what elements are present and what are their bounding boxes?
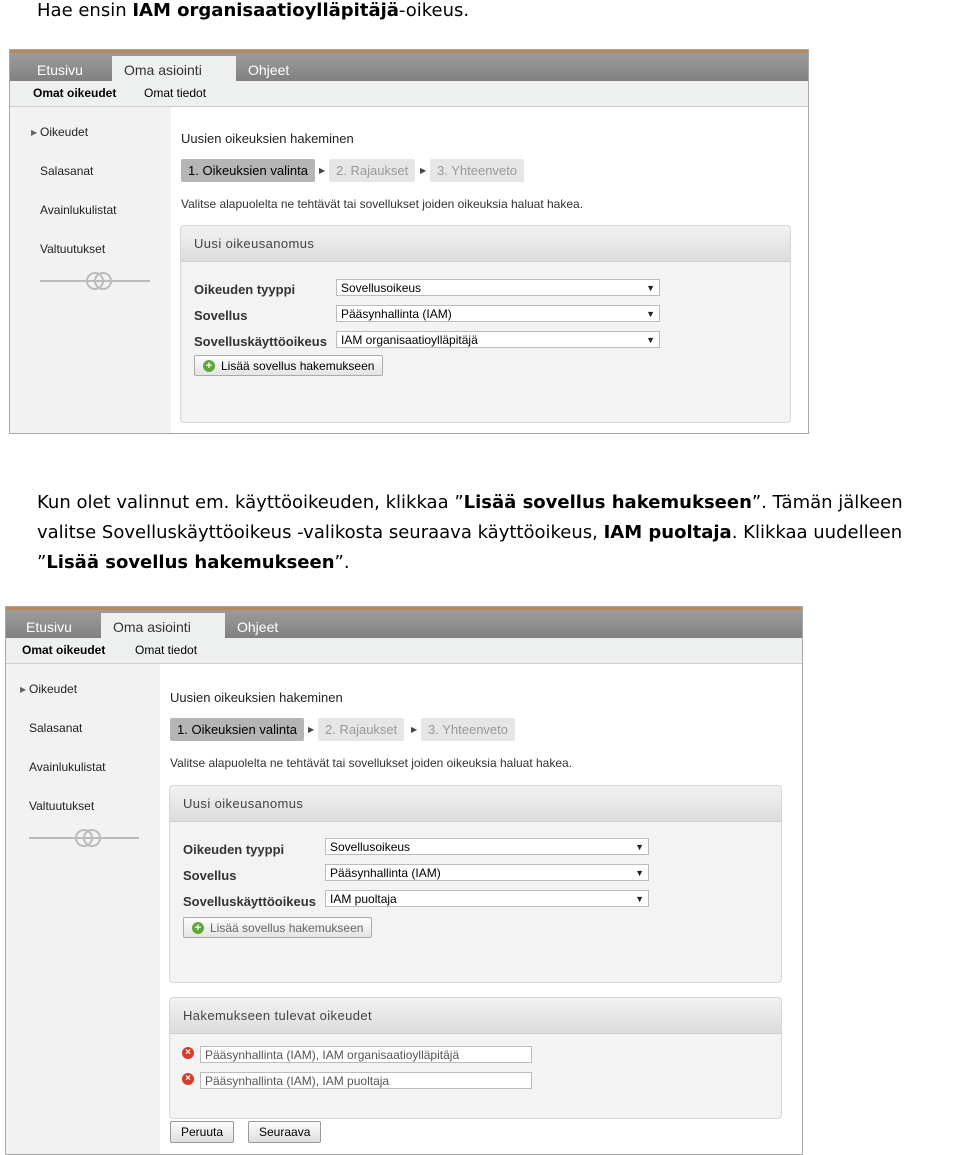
triangle-right-icon: ▶ — [411, 725, 418, 734]
step-1: 1. Oikeuksien valinta — [170, 718, 304, 741]
step-2: 2. Rajaukset — [318, 718, 404, 741]
select-sovellus[interactable] — [325, 864, 649, 881]
select-value: Sovellusoikeus — [330, 840, 411, 854]
step-3: 3. Yhteenveto — [421, 718, 515, 741]
select-oikeuden-tyyppi[interactable] — [325, 838, 649, 855]
sidebar-item-salasanat[interactable]: Salasanat — [29, 721, 83, 735]
triangle-right-icon: ▶ — [308, 725, 315, 734]
add-application-button[interactable] — [194, 355, 383, 376]
triangle-right-icon: ▶ — [420, 166, 427, 175]
step-3: 3. Yhteenveto — [430, 159, 524, 182]
subtab-omat-oikeudet[interactable]: Omat oikeudet — [33, 86, 117, 100]
select-sovelluskayttooikeus[interactable] — [325, 890, 649, 907]
results-panel — [169, 997, 782, 1119]
sidebar-item-oikeudet[interactable]: Oikeudet — [40, 125, 89, 139]
sidebar-item-oikeudet[interactable]: Oikeudet — [29, 682, 78, 696]
sidebar-item-salasanat[interactable]: Salasanat — [40, 164, 94, 178]
sidebar-item-avainlukulistat[interactable]: Avainlukulistat — [40, 203, 117, 217]
instruction-paragraph: Kun olet valinnut em. käyttöoikeuden, klikkaa ”Lisää sovellus hakemukseen”. Tämän jälkeen valitse Sovelluskäyttöoikeus -valikosta seuraava käyttöoikeus, IAM puoltaja. Klikkaa uudelleen ”Lisää sovellus hakemukseen”. — [37, 492, 903, 573]
top-nav — [10, 50, 808, 84]
chevron-down-icon: ▼ — [635, 868, 644, 878]
tab-ohjeet[interactable]: Ohjeet — [237, 619, 279, 635]
main-content — [171, 107, 808, 433]
screenshot-2 — [5, 606, 803, 1155]
tab-oma-asiointi[interactable]: Oma asiointi — [112, 56, 236, 84]
remove-x-icon[interactable]: × — [182, 1047, 194, 1059]
tab-etusivu[interactable]: Etusivu — [26, 619, 72, 635]
results-title: Hakemukseen tulevat oikeudet — [183, 1008, 372, 1023]
add-button-label: Lisää sovellus hakemukseen — [210, 921, 364, 935]
select-oikeuden-tyyppi[interactable] — [336, 279, 660, 296]
panel-header — [170, 998, 781, 1034]
panel-header — [170, 786, 781, 822]
chevron-down-icon: ▼ — [635, 894, 644, 904]
label-sovelluskayttooikeus: Sovelluskäyttöoikeus — [194, 334, 327, 349]
chevron-down-icon: ▼ — [635, 842, 644, 852]
add-application-button[interactable] — [183, 917, 372, 938]
next-button[interactable]: Seuraava — [248, 1121, 321, 1143]
tab-oma-asiointi[interactable]: Oma asiointi — [101, 613, 225, 641]
main-content — [160, 664, 802, 1154]
select-value: IAM puoltaja — [330, 892, 397, 906]
result-value: Pääsynhallinta (IAM), IAM puoltaja — [200, 1072, 532, 1089]
subtab-omat-tiedot[interactable]: Omat tiedot — [135, 643, 198, 657]
triangle-right-icon: ▶ — [319, 166, 326, 175]
panel-title: Uusi oikeusanomus — [194, 236, 315, 251]
label-oikeuden-tyyppi: Oikeuden tyyppi — [194, 282, 296, 297]
decorative-ring-icon — [94, 272, 112, 290]
chevron-down-icon: ▼ — [646, 283, 655, 293]
sidebar — [6, 664, 160, 1154]
subtab-omat-oikeudet[interactable]: Omat oikeudet — [22, 643, 106, 657]
select-sovelluskayttooikeus[interactable] — [336, 331, 660, 348]
sub-nav — [6, 638, 802, 664]
request-panel — [169, 785, 782, 983]
remove-x-icon[interactable]: × — [182, 1073, 194, 1085]
request-panel — [180, 225, 791, 423]
subtab-omat-tiedot[interactable]: Omat tiedot — [144, 86, 207, 100]
page-title: Uusien oikeuksien hakeminen — [181, 131, 354, 146]
label-sovellus: Sovellus — [183, 868, 237, 883]
sidebar-item-valtuutukset[interactable]: Valtuutukset — [29, 799, 95, 813]
top-nav — [6, 607, 802, 641]
panel-header — [181, 226, 790, 262]
select-value: Pääsynhallinta (IAM) — [341, 307, 452, 321]
sidebar-item-avainlukulistat[interactable]: Avainlukulistat — [29, 760, 106, 774]
sidebar-item-valtuutukset[interactable]: Valtuutukset — [40, 242, 106, 256]
select-value: Sovellusoikeus — [341, 281, 422, 295]
select-value: IAM organisaatioylläpitäjä — [341, 333, 478, 347]
cancel-button[interactable]: Peruuta — [170, 1121, 234, 1143]
triangle-right-icon: ▶ — [31, 128, 38, 137]
decorative-ring-icon — [83, 829, 101, 847]
sub-nav — [10, 81, 808, 107]
step-2: 2. Rajaukset — [329, 159, 415, 182]
instruction-text: Valitse alapuolelta ne tehtävät tai sovellukset joiden oikeuksia haluat hakea. — [170, 756, 573, 770]
label-sovelluskayttooikeus: Sovelluskäyttöoikeus — [183, 894, 316, 909]
plus-circle-icon: + — [203, 360, 215, 372]
instruction-text: Valitse alapuolelta ne tehtävät tai sovellukset joiden oikeuksia haluat hakea. — [181, 197, 584, 211]
panel-title: Uusi oikeusanomus — [183, 796, 304, 811]
chevron-down-icon: ▼ — [646, 309, 655, 319]
tab-etusivu[interactable]: Etusivu — [37, 62, 83, 78]
label-oikeuden-tyyppi: Oikeuden tyyppi — [183, 842, 285, 857]
chevron-down-icon: ▼ — [646, 335, 655, 345]
screenshot-1 — [9, 49, 809, 434]
triangle-right-icon: ▶ — [20, 685, 27, 694]
select-sovellus[interactable] — [336, 305, 660, 322]
intro-text: Hae ensin IAM organisaatioylläpitäjä-oikeus. — [37, 0, 470, 21]
plus-circle-icon: + — [192, 922, 204, 934]
add-button-label: Lisää sovellus hakemukseen — [221, 359, 375, 373]
select-value: Pääsynhallinta (IAM) — [330, 866, 441, 880]
step-1: 1. Oikeuksien valinta — [181, 159, 315, 182]
label-sovellus: Sovellus — [194, 308, 248, 323]
sidebar — [10, 107, 171, 433]
tab-ohjeet[interactable]: Ohjeet — [248, 62, 290, 78]
page-title: Uusien oikeuksien hakeminen — [170, 690, 343, 705]
result-value: Pääsynhallinta (IAM), IAM organisaatioylläpitäjä — [200, 1046, 532, 1063]
